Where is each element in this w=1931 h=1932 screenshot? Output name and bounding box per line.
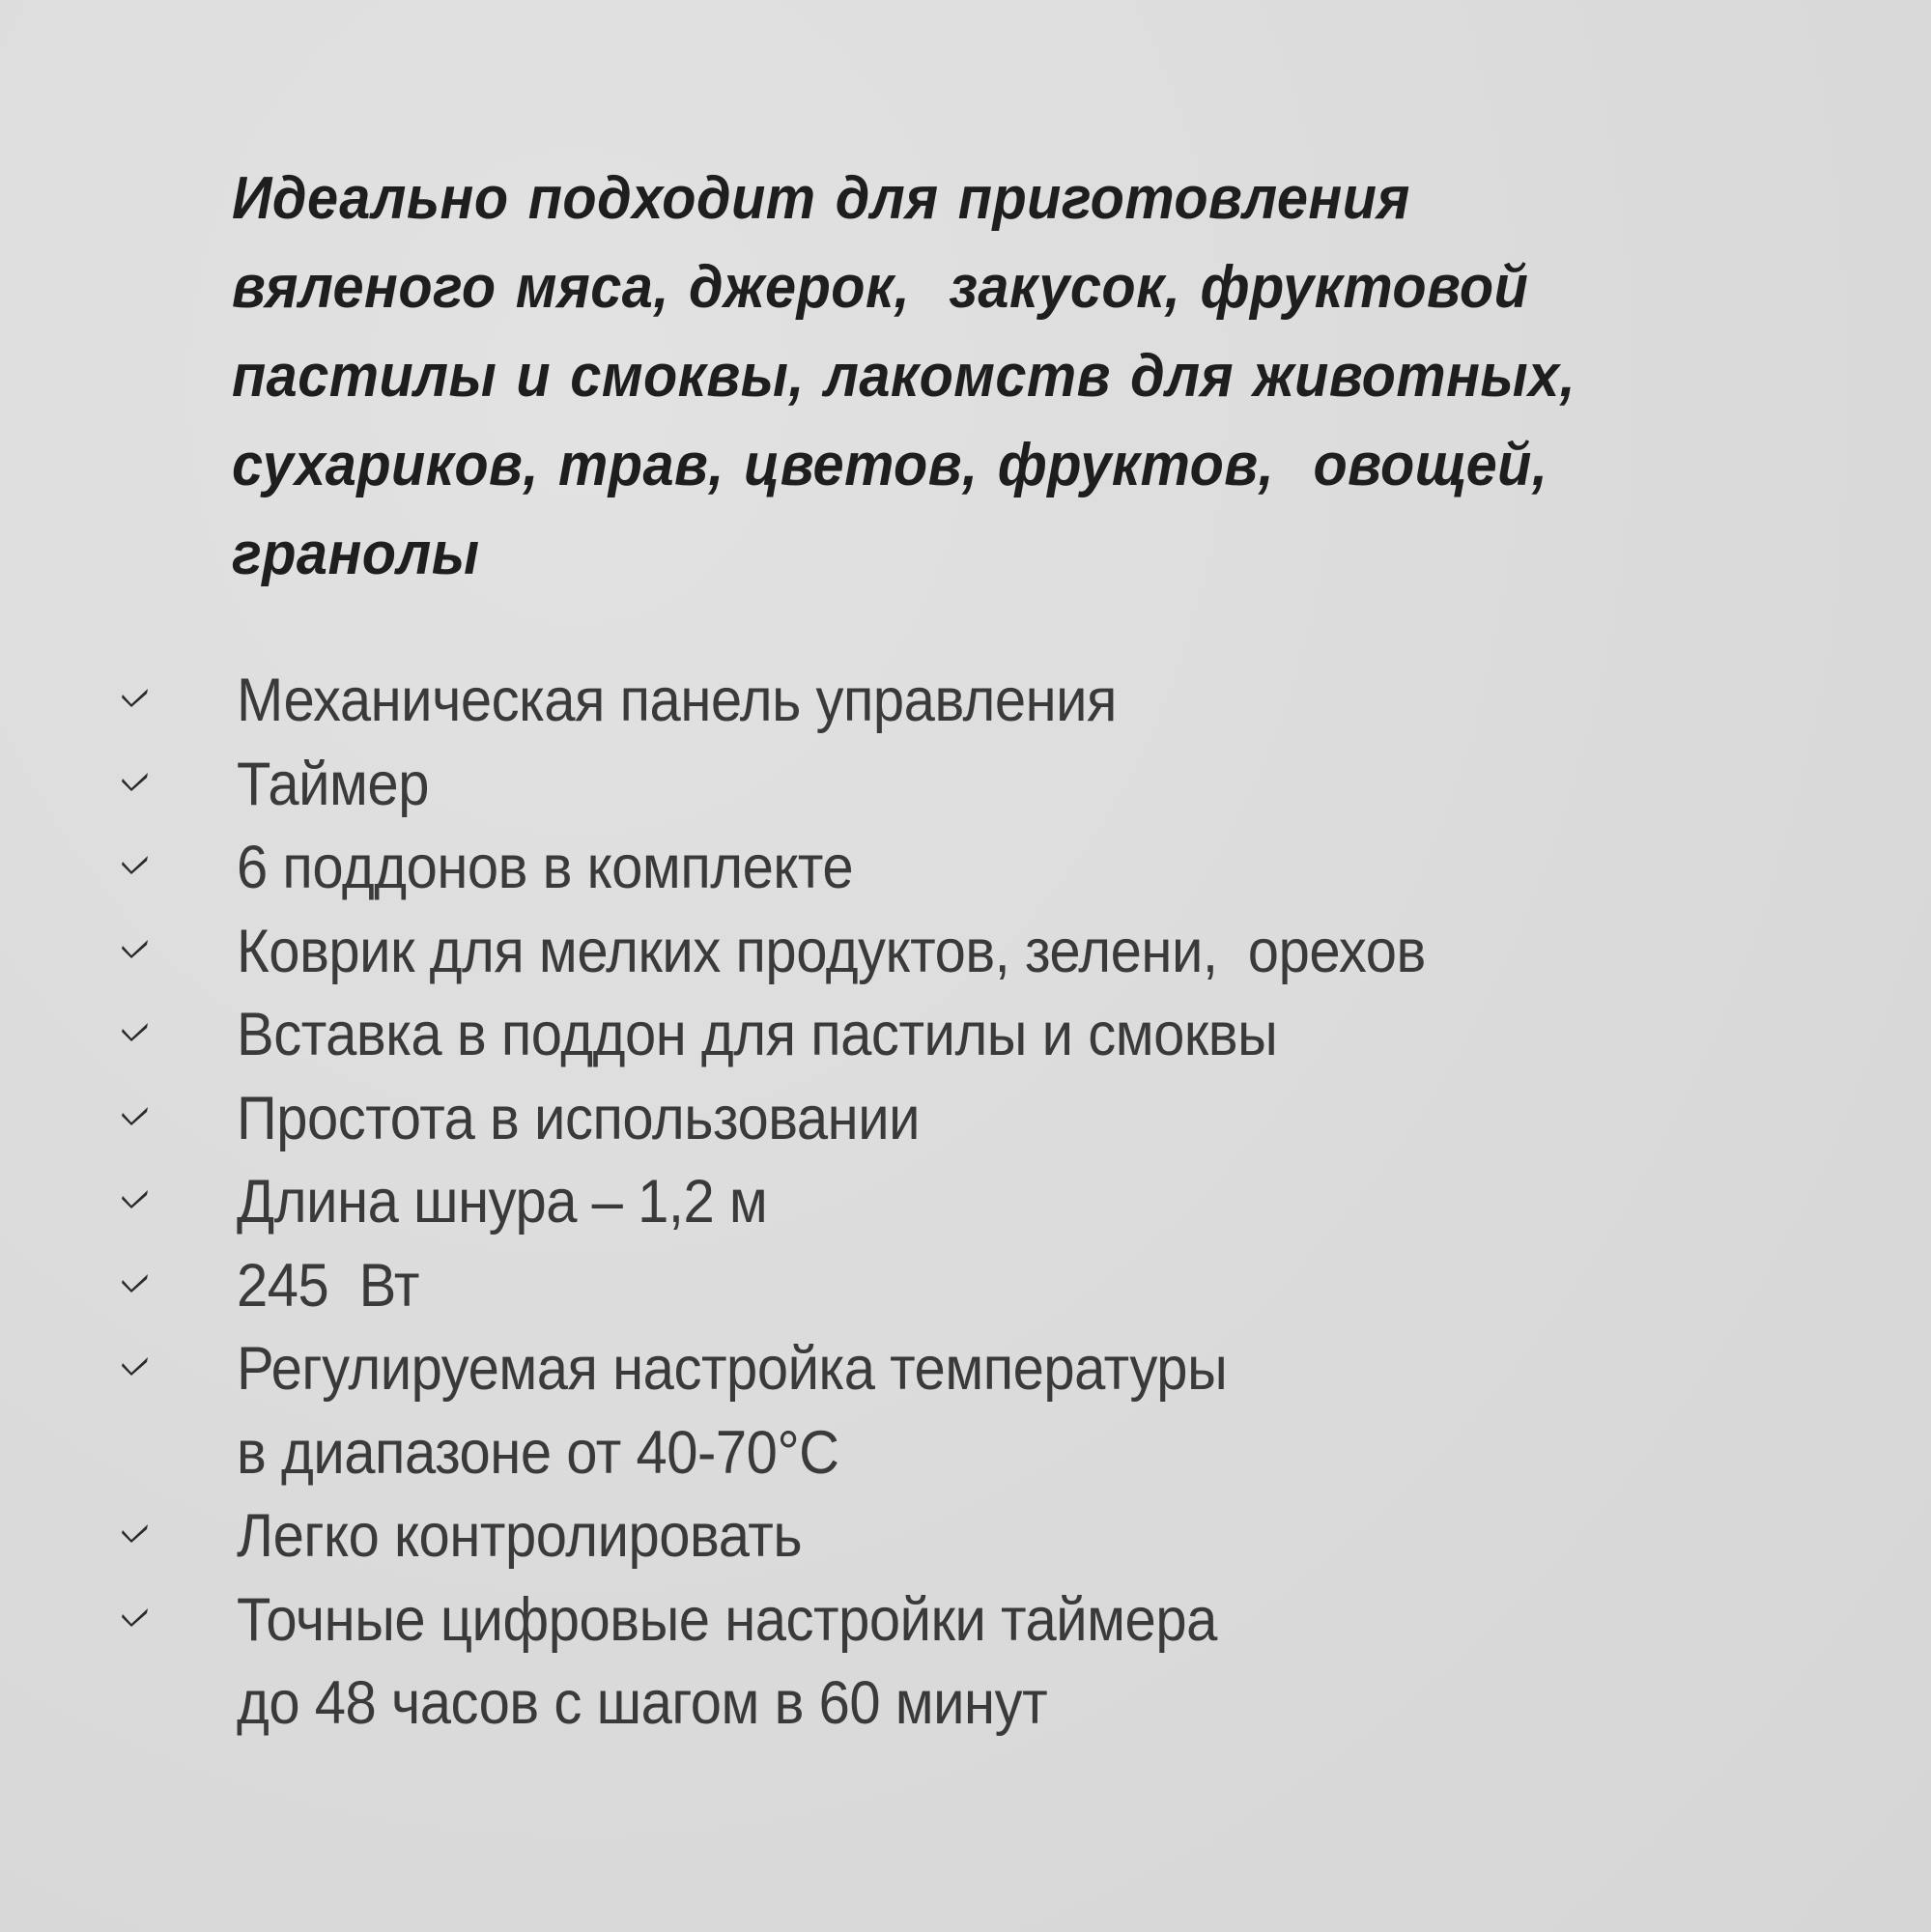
feature-text: 6 поддонов в комплекте [237,834,854,901]
feature-text: Вставка в поддон для пастилы и смоквы [237,1001,1278,1068]
feature-item [116,993,1855,1077]
intro-line: сухариков, трав, цветов, фруктов, овощей, [232,432,1548,498]
checkmark-icon [121,770,148,797]
feature-item [116,1578,1855,1746]
checkmark-icon [121,1354,148,1381]
checkmark-icon [121,937,148,964]
feature-text: Длина шнура – 1,2 м [237,1168,768,1236]
features-list [116,659,1855,1746]
feature-text: Простота в использовании [237,1084,921,1152]
feature-item [116,659,1855,743]
feature-text: 245 Вт [237,1251,419,1320]
checkmark-icon [121,1187,148,1214]
feature-item [116,1244,1855,1328]
checkmark-icon [121,1521,148,1548]
feature-text: Регулируемая настройка температуры [237,1335,1228,1403]
feature-text: Таймер [237,750,429,818]
intro-paragraph [232,155,1715,599]
checkmark-icon [121,853,148,880]
checkmark-icon [121,1605,148,1633]
feature-text: Механическая панель управления [237,667,1117,734]
intro-line: пастилы и смоквы, лакомств для животных, [232,343,1576,410]
feature-item [116,1494,1855,1578]
checkmark-icon [121,1104,148,1131]
feature-item [116,1327,1855,1494]
feature-text: Точные цифровые настройки таймера [237,1585,1217,1654]
checkmark-icon [121,686,148,713]
feature-text-continued: до 48 часов с шагом в 60 минут [237,1669,1048,1737]
checkmark-icon [121,1271,148,1298]
intro-line: гранолы [232,521,480,587]
feature-text: Коврик для мелких продуктов, зелени, орехов [237,917,1426,985]
feature-item [116,1160,1855,1244]
intro-line: Идеально подходит для приготовления [232,165,1410,232]
intro-line: вяленого мяса, джерок, закусок, фруктовой [232,254,1529,321]
feature-item [116,743,1855,827]
feature-text-continued: в диапазоне от 40-70°C [237,1418,839,1487]
feature-item [116,910,1855,994]
feature-item [116,1077,1855,1161]
feature-text: Легко контролировать [237,1502,803,1570]
checkmark-icon [121,1020,148,1047]
feature-item [116,826,1855,910]
